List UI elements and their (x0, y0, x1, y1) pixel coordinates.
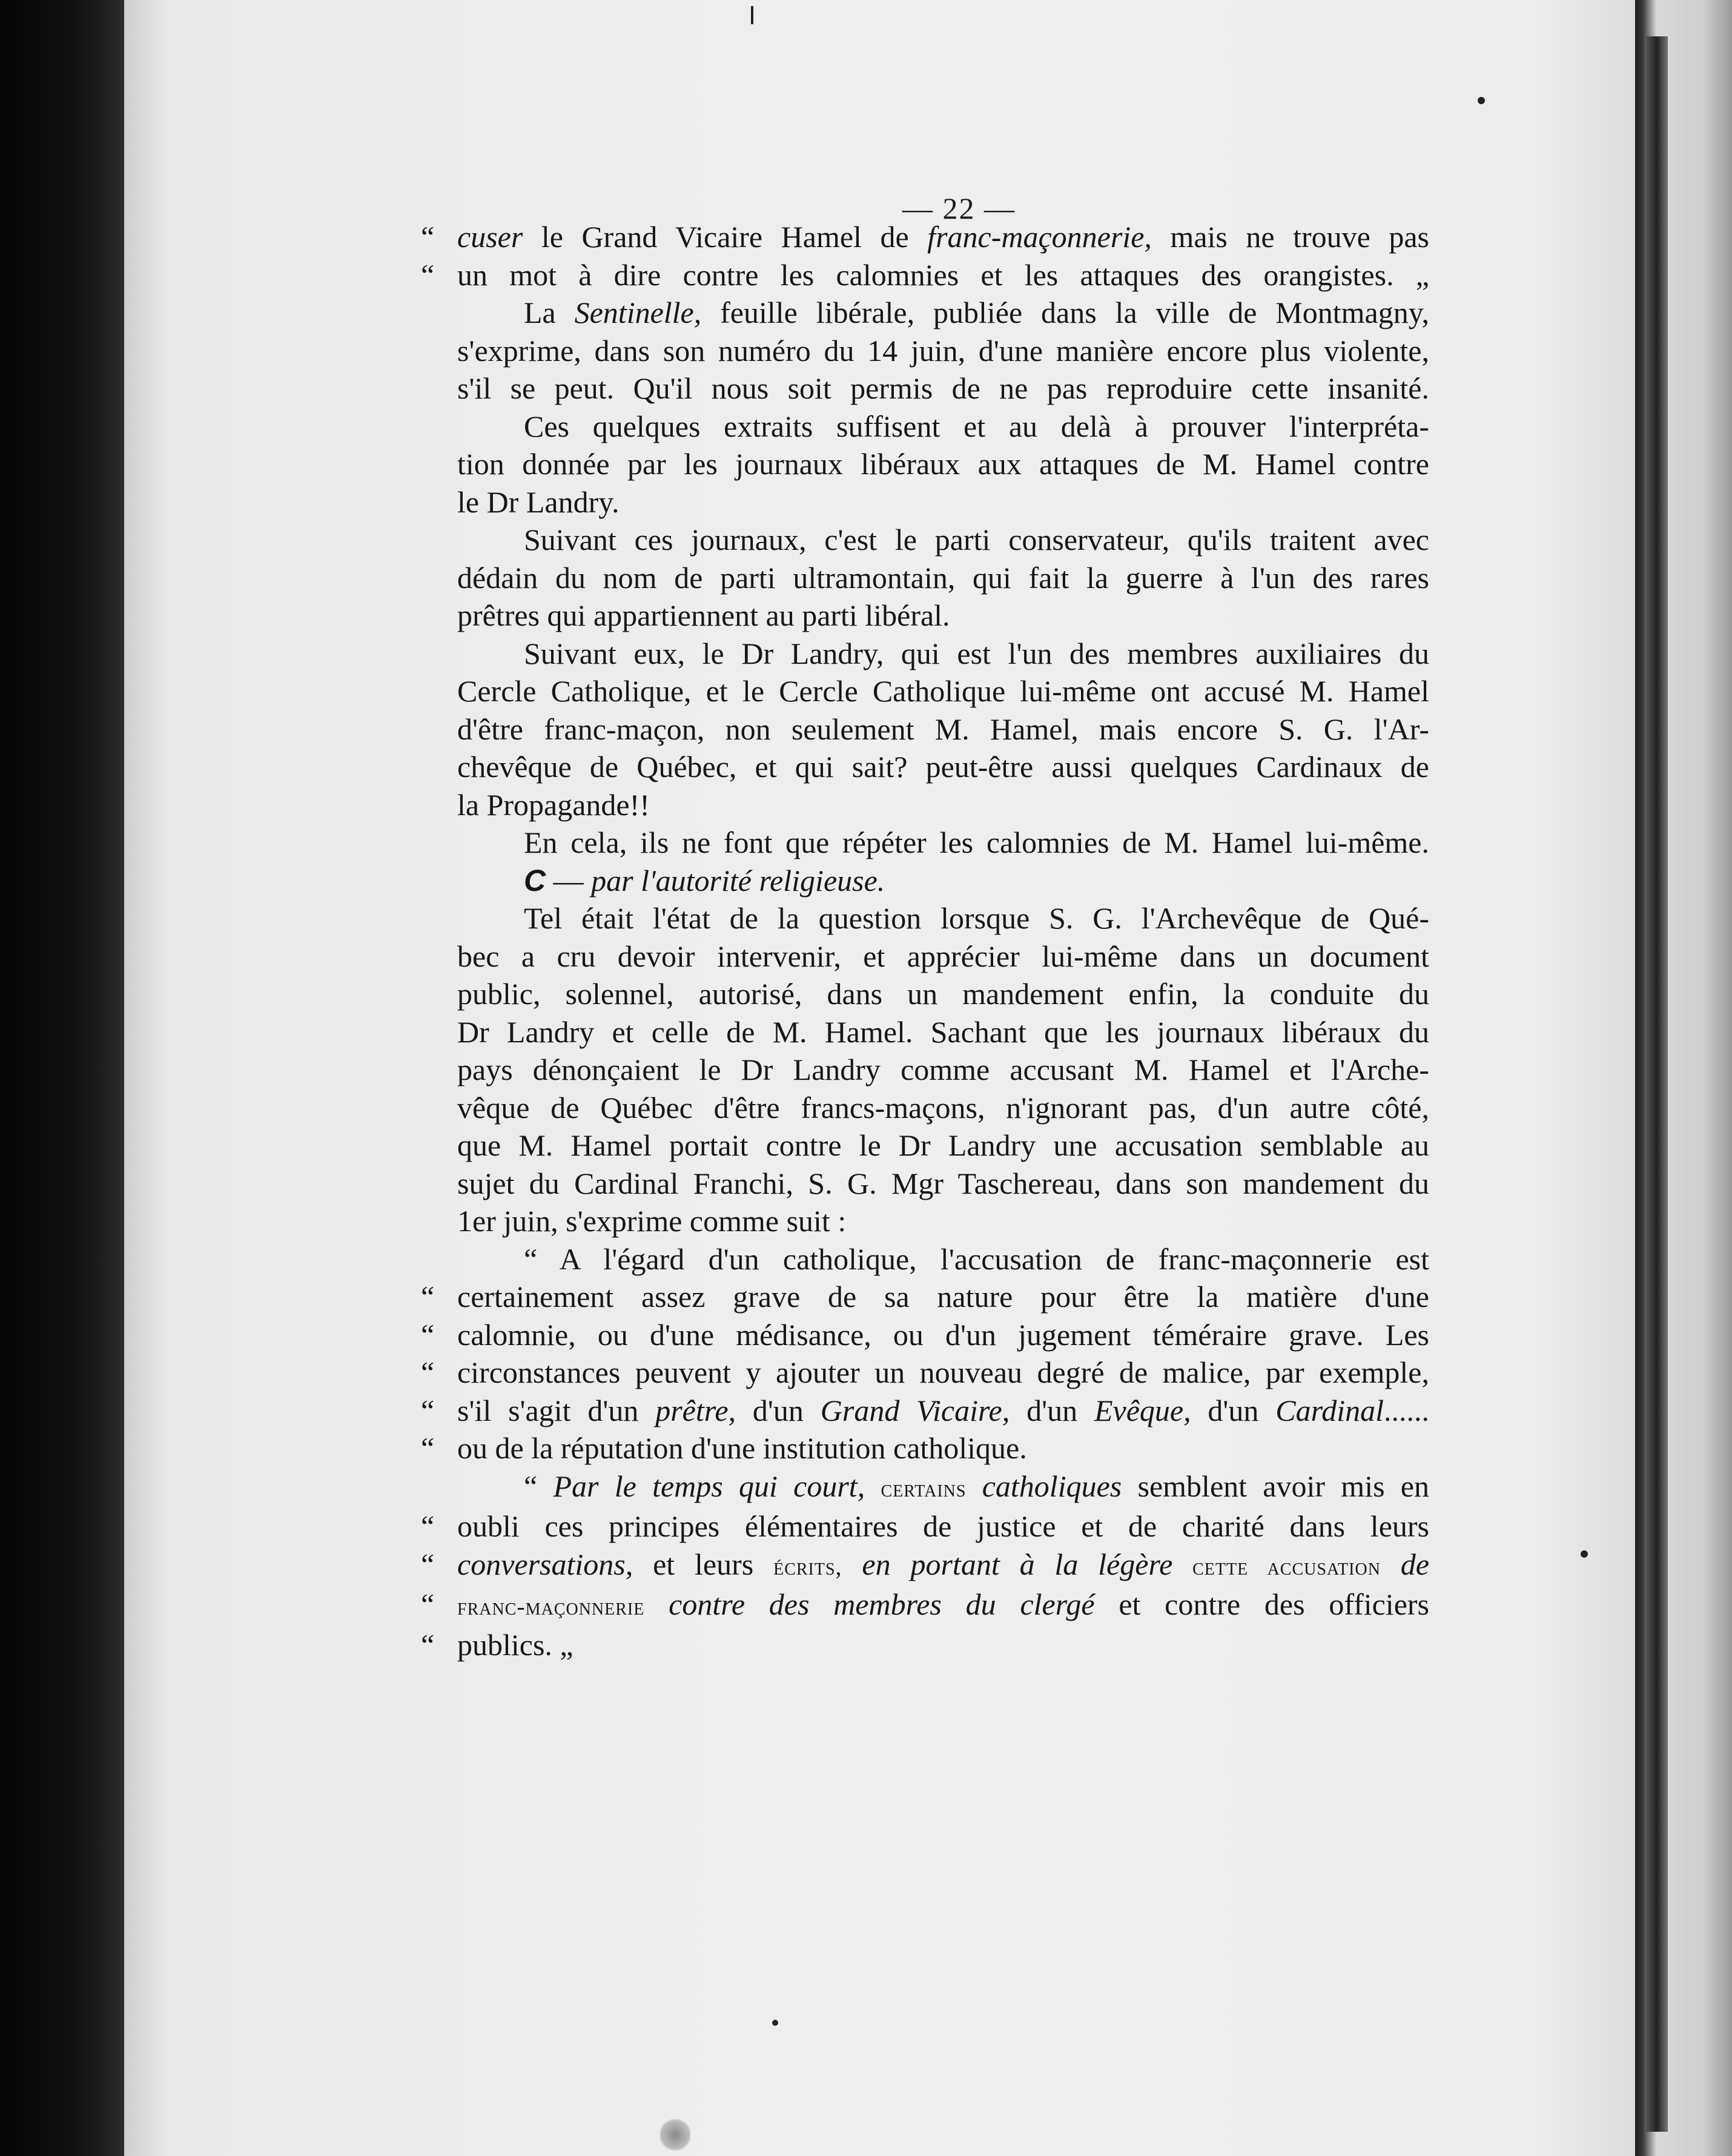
text-line (457, 748, 1429, 786)
text-line (457, 1126, 1429, 1165)
text-run: et contre des officiers (1094, 1587, 1429, 1621)
text-run: ou de la réputation d'une institution catholique. (457, 1431, 1027, 1465)
text-line (421, 1626, 1429, 1664)
text-line (457, 294, 1429, 332)
text-line (457, 1467, 1429, 1508)
text-line (421, 1354, 1429, 1392)
text-line (457, 786, 1429, 824)
text-line (421, 1546, 1429, 1586)
text-run: de (1400, 1547, 1429, 1581)
quote-mark: “ (421, 220, 435, 254)
scan-left-edge (0, 0, 127, 2156)
text-line (457, 597, 1429, 635)
text-run: Suivant ces journaux, c'est le parti conservateur, qu'ils traitent avec (524, 523, 1429, 557)
text-run: franc-maçonnerie, (927, 220, 1152, 254)
text-run: semblent avoir mis en (1122, 1469, 1429, 1503)
quote-mark: “ (421, 1393, 435, 1427)
text-line (457, 483, 1429, 521)
text-run: C (524, 863, 546, 898)
text-run: un mot à dire contre les calomnies et les attaques des orangistes. „ (457, 257, 1429, 292)
quote-mark: “ (421, 1280, 435, 1314)
text-run: publics. „ (457, 1627, 573, 1662)
text-line (421, 1278, 1429, 1316)
text-run (865, 1469, 881, 1503)
text-run (1172, 1547, 1192, 1581)
text-run: prêtres qui appartiennent au parti libéral. (457, 598, 950, 632)
text-line (457, 710, 1429, 749)
text-run: le Dr Landry. (457, 484, 620, 519)
text-line (421, 1316, 1429, 1354)
text-line (457, 824, 1429, 862)
text-run: Tel était l'état de la question lorsque S. G. l'Archevêque de Qué- (524, 901, 1429, 935)
text-run: s'il se peut. Qu'il nous soit permis de ne pas reproduire cette insanité. (457, 371, 1429, 405)
text-line (421, 1507, 1429, 1546)
text-line (457, 635, 1429, 673)
text-run: Sentinelle, (574, 296, 702, 329)
text-line (421, 256, 1429, 294)
text-run: certains (881, 1474, 967, 1502)
text-line (457, 899, 1429, 937)
text-run: le Grand Vicaire Hamel de (523, 220, 928, 254)
text-run: franc-maçonnerie (457, 1593, 645, 1620)
scan-speck (1581, 1550, 1588, 1558)
text-run: circonstances peuvent y ajouter un nouveau degré de malice, par exemple, (457, 1355, 1429, 1389)
text-run: pays dénonçaient le Dr Landry comme accusant M. Hamel et l'Arche- (457, 1053, 1429, 1086)
text-line (457, 408, 1429, 446)
quote-mark: “ (421, 1431, 435, 1465)
text-run: calomnie, ou d'une médisance, ou d'un jugement téméraire grave. Les (457, 1317, 1429, 1352)
text-run: mais ne trouve pas (1151, 220, 1430, 254)
text-run: Cardinal (1275, 1393, 1384, 1427)
text-run: tion donnée par les journaux libéraux aux attaques de M. Hamel contre (457, 447, 1429, 481)
text-run: 1er juin, s'exprime comme suit : (457, 1204, 847, 1238)
text-run: certainement assez grave de sa nature pour être la matière d'une (457, 1280, 1429, 1314)
text-line (421, 1586, 1429, 1626)
text-run: contre des membres du clergé (669, 1587, 1095, 1621)
text-run: d'un (1191, 1393, 1276, 1427)
text-run: s'il s'agit d'un (457, 1393, 656, 1427)
text-run: La (524, 296, 575, 329)
text-run: écrits, (773, 1552, 842, 1580)
text-run: Evêque, (1094, 1393, 1191, 1427)
text-line (421, 1392, 1430, 1430)
text-run: s'exprime, dans son numéro du 14 juin, d'une manière encore plus violente, (457, 333, 1429, 368)
text-run: prêtre, (655, 1393, 736, 1427)
text-run: d'un (1010, 1393, 1094, 1427)
text-run: Dr Landry et celle de M. Hamel. Sachant que les journaux libéraux du (457, 1014, 1429, 1049)
body-text (421, 218, 1430, 1664)
text-line (457, 559, 1429, 597)
scan-speck (751, 6, 753, 24)
text-run: d'être franc-maçon, non seulement M. Hamel, mais encore S. G. l'Ar- (457, 712, 1429, 746)
text-run: Cercle Catholique, et le Cercle Catholique lui-même ont accusé M. Hamel (457, 674, 1429, 708)
text-run (842, 1547, 862, 1581)
text-run (1381, 1547, 1401, 1581)
text-run: la Propagande!! (457, 787, 650, 822)
text-run: vêque de Québec d'être francs-maçons, n'ignorant pas, d'un autre côté, (457, 1090, 1429, 1125)
text-run: ...... (1384, 1393, 1430, 1427)
adjacent-page-edge (1635, 0, 1732, 2156)
text-run: d'un (736, 1393, 821, 1427)
text-run: Par le temps qui court, (553, 1469, 865, 1503)
quote-mark: “ (421, 1317, 435, 1352)
text-line (457, 1051, 1429, 1089)
text-run: catholiques (982, 1469, 1122, 1503)
text-run: “ A l'égard d'un catholique, l'accusation de franc-maçonnerie est (524, 1242, 1429, 1276)
text-line (421, 218, 1430, 256)
text-run: par l'autorité religieuse. (591, 863, 885, 898)
text-run: En cela, ils ne font que répéter les calomnies de M. Hamel lui-même. (524, 825, 1429, 859)
text-line (457, 975, 1429, 1013)
quote-mark: “ (421, 1627, 435, 1662)
text-run: Grand Vicaire, (820, 1393, 1010, 1427)
text-run: cette accusation (1192, 1552, 1381, 1580)
text-line (457, 1013, 1429, 1051)
text-run (644, 1587, 669, 1621)
text-run: cuser (457, 220, 523, 254)
text-line (457, 1240, 1429, 1278)
text-run: en portant à la légère (862, 1547, 1173, 1581)
text-run: dédain du nom de parti ultramontain, qui fait la guerre à l'un des rares (457, 560, 1429, 595)
scan-speck (772, 2020, 778, 2026)
text-run: bec a cru devoir intervenir, et apprécier lui-même dans un document (457, 939, 1429, 973)
scan-stain (660, 2117, 690, 2153)
text-line (457, 1202, 1429, 1240)
text-line (457, 1089, 1429, 1127)
text-run: chevêque de Québec, et qui sait? peut-être aussi quelques Cardinaux de (457, 750, 1429, 784)
scan-speck (1478, 97, 1485, 104)
text-line (457, 672, 1429, 710)
text-line (457, 332, 1429, 370)
text-run: oubli ces principes élémentaires de justice et de charité dans leurs (457, 1509, 1429, 1543)
text-run: conversations, (457, 1547, 633, 1581)
text-line (457, 521, 1429, 559)
page-number: — 22 — (902, 191, 1016, 225)
quote-mark: “ (421, 1587, 435, 1621)
text-line (457, 1165, 1429, 1203)
text-run: et leurs (633, 1547, 774, 1581)
text-run: Suivant eux, le Dr Landry, qui est l'un des membres auxiliaires du (524, 636, 1429, 670)
text-line (457, 369, 1429, 408)
quote-mark: “ (421, 1355, 435, 1389)
text-run: Ces quelques extraits suffisent et au delà à prouver l'interpréta- (524, 409, 1429, 443)
text-run (966, 1469, 982, 1503)
text-run: public, solennel, autorisé, dans un mandement enfin, la conduite du (457, 977, 1429, 1011)
text-line (457, 445, 1429, 483)
text-run: sujet du Cardinal Franchi, S. G. Mgr Taschereau, dans son mandement du (457, 1166, 1429, 1200)
text-run: que M. Hamel portait contre le Dr Landry une accusation semblable au (457, 1128, 1429, 1162)
quote-mark: “ (421, 1509, 435, 1543)
text-line (421, 1429, 1429, 1467)
text-line (457, 937, 1429, 976)
text-line (457, 862, 1429, 900)
text-run: — (546, 863, 592, 898)
quote-mark: “ (421, 1547, 435, 1581)
text-run: feuille libérale, publiée dans la ville de Montmagny, (701, 296, 1429, 329)
text-run: “ (524, 1469, 554, 1503)
quote-mark: “ (421, 257, 435, 292)
